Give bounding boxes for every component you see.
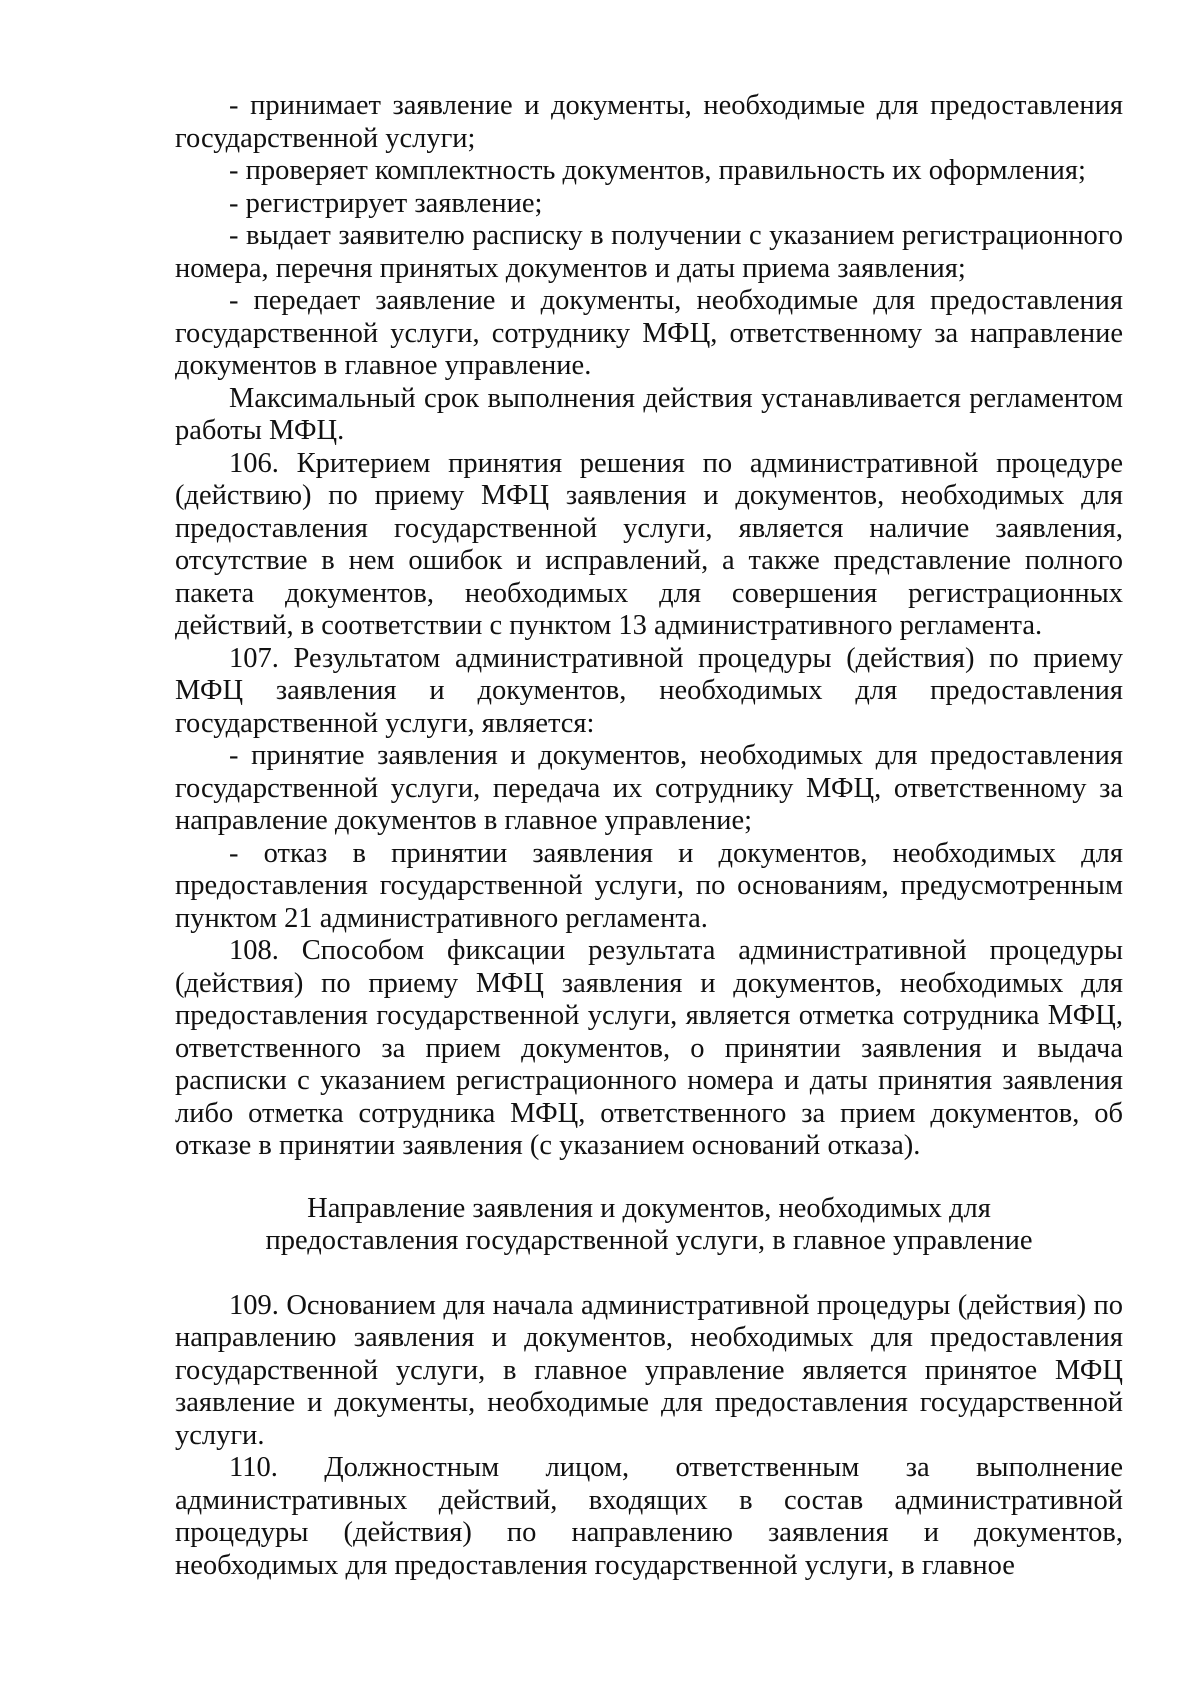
paragraph: - регистрирует заявление; (229, 187, 543, 219)
section-heading-line-1: Направление заявления и документов, необходимых для (307, 1192, 991, 1224)
paragraph: 106. Критерием принятия решения по административной процедуре (действию) по приему МФЦ заявления и документов, необходимых для предоставления государственной услуги, является наличие заявления, отсутствие в нем ошибок и исправлений, а также представление полного пакета документов, необходимых для совершения регистрационных действий, в соответствии с пунктом 13 административного регламента. (175, 447, 1123, 641)
spacer (175, 1163, 1123, 1193)
paragraph: - принятие заявления и документов, необходимых для предоставления государственной услуги, передача их сотруднику МФЦ, ответственному за направление документов в главное управление; (175, 740, 1123, 836)
spacer (175, 1258, 1123, 1290)
section-heading-line-2: предоставления государственной услуги, в главное управление (265, 1225, 1033, 1256)
paragraph: - отказ в принятии заявления и документов, необходимых для предоставления государственной услуги, по основаниям, предусмотренным пунктом 21 административного регламента. (175, 837, 1123, 934)
paragraph: 108. Способом фиксации результата административной процедуры (действия) по приему МФЦ заявления и документов, необходимых для предоставления государственной услуги, является отметка сотрудника МФЦ, ответственного за прием документов, о принятии заявления и выдача расписки с указанием регистрационного номера и даты принятия заявления либо отметка сотрудника МФЦ, ответственного за прием документов, об отказе в принятии заявления (с указанием оснований отказа). (175, 935, 1123, 1161)
document-page (175, 90, 1123, 1582)
paragraph: 109. Основанием для начала административной процедуры (действия) по направлению заявления и документов, необходимых для предоставления государственной услуги, в главное управление является принятое МФЦ заявление и документы, необходимые для предоставления государственной услуги. (175, 1289, 1123, 1451)
paragraph: 107. Результатом административной процедуры (действия) по приему МФЦ заявления и документов, необходимых для предоставления государственной услуги, является: (175, 642, 1123, 739)
paragraph: 110. Должностным лицом, ответственным за выполнение административных действий, входящих в состав административной процедуры (действия) по направлению заявления и документов, необходимых для предоставления государственной услуги, в главное (175, 1452, 1123, 1581)
paragraph: Максимальный срок выполнения действия устанавливается регламентом работы МФЦ. (175, 382, 1123, 446)
paragraph: - выдает заявителю расписку в получении с указанием регистрационного номера, перечня принятых документов и даты приема заявления; (175, 220, 1123, 284)
paragraph: - принимает заявление и документы, необходимые для предоставления государственной услуги; (175, 90, 1123, 154)
paragraph: - проверяет комплектность документов, правильность их оформления; (229, 155, 1086, 186)
paragraph: - передает заявление и документы, необходимые для предоставления государственной услуги, сотруднику МФЦ, ответственному за направление документов в главное управление. (175, 285, 1123, 381)
